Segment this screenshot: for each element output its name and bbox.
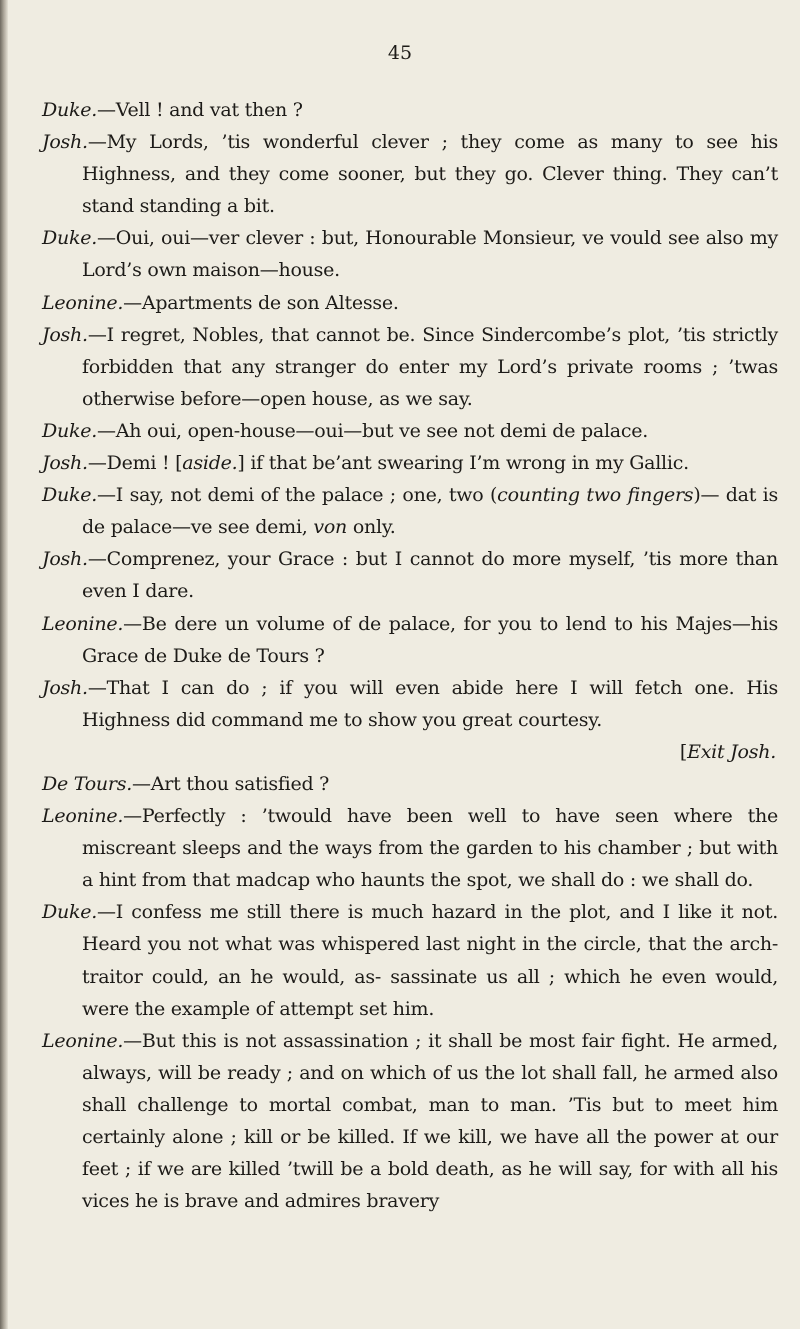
speech-text: —My Lords, ’tis wonderful clever ; they come as many to see his Highness, and they come sooner, but they go. Clever thing. They can’t stand standing a bit. <box>82 131 778 218</box>
speech-text: —I confess me still there is much hazard in the plot, and I like it not. Heard you not what was whispered last night in the circle, that the arch-traitor could, an he would, as- sassinate us all ; which he even would, were the example of attempt set him. <box>82 901 778 1020</box>
counting-direction: counting two fingers <box>497 484 694 507</box>
speech-text: —I regret, Nobles, that cannot be. Since Sindercombe’s plot, ’tis strictly forbidden that any stranger do enter my Lord’s private rooms ; ’twas otherwise before—open house, as we say. <box>82 323 778 410</box>
speech <box>42 287 778 319</box>
speaker-name: Duke. <box>42 419 98 442</box>
stage-direction <box>42 736 778 768</box>
speech <box>42 543 778 607</box>
speech-text: —Perfectly : ’twould have been well to have seen where the miscreant sleeps and the ways from the garden to his chamber ; but with a hint from that madcap who haunts the spot, we shall do : we shall do. <box>82 805 778 892</box>
speaker-name: Josh. <box>42 452 88 475</box>
speaker-name: Leonine. <box>42 1029 124 1052</box>
speaker-name: Josh. <box>42 131 88 154</box>
speech-text: —Apartments de son Altesse. <box>123 291 399 314</box>
speech-text: —Comprenez, your Grace : but I cannot do more myself, ’tis more than even I dare. <box>82 548 778 603</box>
speech-text: only. <box>347 516 396 539</box>
page-edge <box>0 0 8 1329</box>
speech-text: —Art thou satisfied ? <box>132 772 330 795</box>
speaker-name: Josh. <box>42 323 88 346</box>
speech-text: —Ah oui, open-house—oui—but ve see not demi de palace. <box>97 419 649 442</box>
speech-text: —Oui, oui—ver clever : but, Honourable Monsieur, ve vould see also my Lord’s own maison—house. <box>82 227 778 282</box>
speech <box>42 126 778 222</box>
speech-text: )— dat is de palace—ve see demi, <box>82 484 778 539</box>
dialogue-text <box>42 94 778 1217</box>
aside-direction: aside. <box>182 452 238 475</box>
speaker-name: Leonine. <box>42 612 124 635</box>
speaker-name: Josh. <box>42 676 88 699</box>
speaker-name: De Tours. <box>42 772 133 795</box>
speech-text: ] if that be’ant swearing I’m wrong in my Gallic. <box>237 452 689 475</box>
speech <box>42 608 778 672</box>
speech <box>42 768 778 800</box>
speech <box>42 672 778 736</box>
speech <box>42 94 778 126</box>
speech <box>42 1025 778 1218</box>
speaker-name: Duke. <box>42 484 98 507</box>
speech <box>42 447 778 479</box>
speaker-name: Leonine. <box>42 291 124 314</box>
speech-text: —Vell ! and vat then ? <box>97 99 303 121</box>
speaker-name: Duke. <box>42 901 98 924</box>
speech-text: —That I can do ; if you will even abide here I will fetch one. His Highness did command me to show you great courtesy. <box>82 676 778 731</box>
speech <box>42 319 778 415</box>
speaker-name: Leonine. <box>42 805 124 828</box>
speech-text: —I say, not demi of the palace ; one, two ( <box>97 484 498 507</box>
speaker-name: Duke. <box>42 99 98 121</box>
speech-text: —Be dere un volume of de palace, for you to lend to his Majes—his Grace de Duke de Tours ? <box>82 612 778 667</box>
speech <box>42 415 778 447</box>
speech-text: —Demi ! [ <box>87 452 183 475</box>
speech <box>42 896 778 1024</box>
stage-bracket: [ <box>679 740 688 763</box>
page-number: 45 <box>387 42 413 64</box>
stage-direction-text: Exit Josh. <box>687 740 776 763</box>
speaker-name: Duke. <box>42 227 98 250</box>
von-word: von <box>313 516 348 539</box>
speech-text: —But this is not assassination ; it shall be most fair fight. He armed, always, will be ready ; and on which of us the lot shall fall, he armed also shall challenge to mortal combat, man to man. ’Tis but to meet him certainly alone ; kill or be killed. If we kill, we have all the power at our feet ; if we are killed ’twill be a bold death, as he will say, for with all his vices he is brave and admires bravery <box>82 1029 778 1213</box>
speech <box>42 222 778 286</box>
speaker-name: Josh. <box>42 548 88 571</box>
speech <box>42 479 778 543</box>
speech <box>42 800 778 896</box>
